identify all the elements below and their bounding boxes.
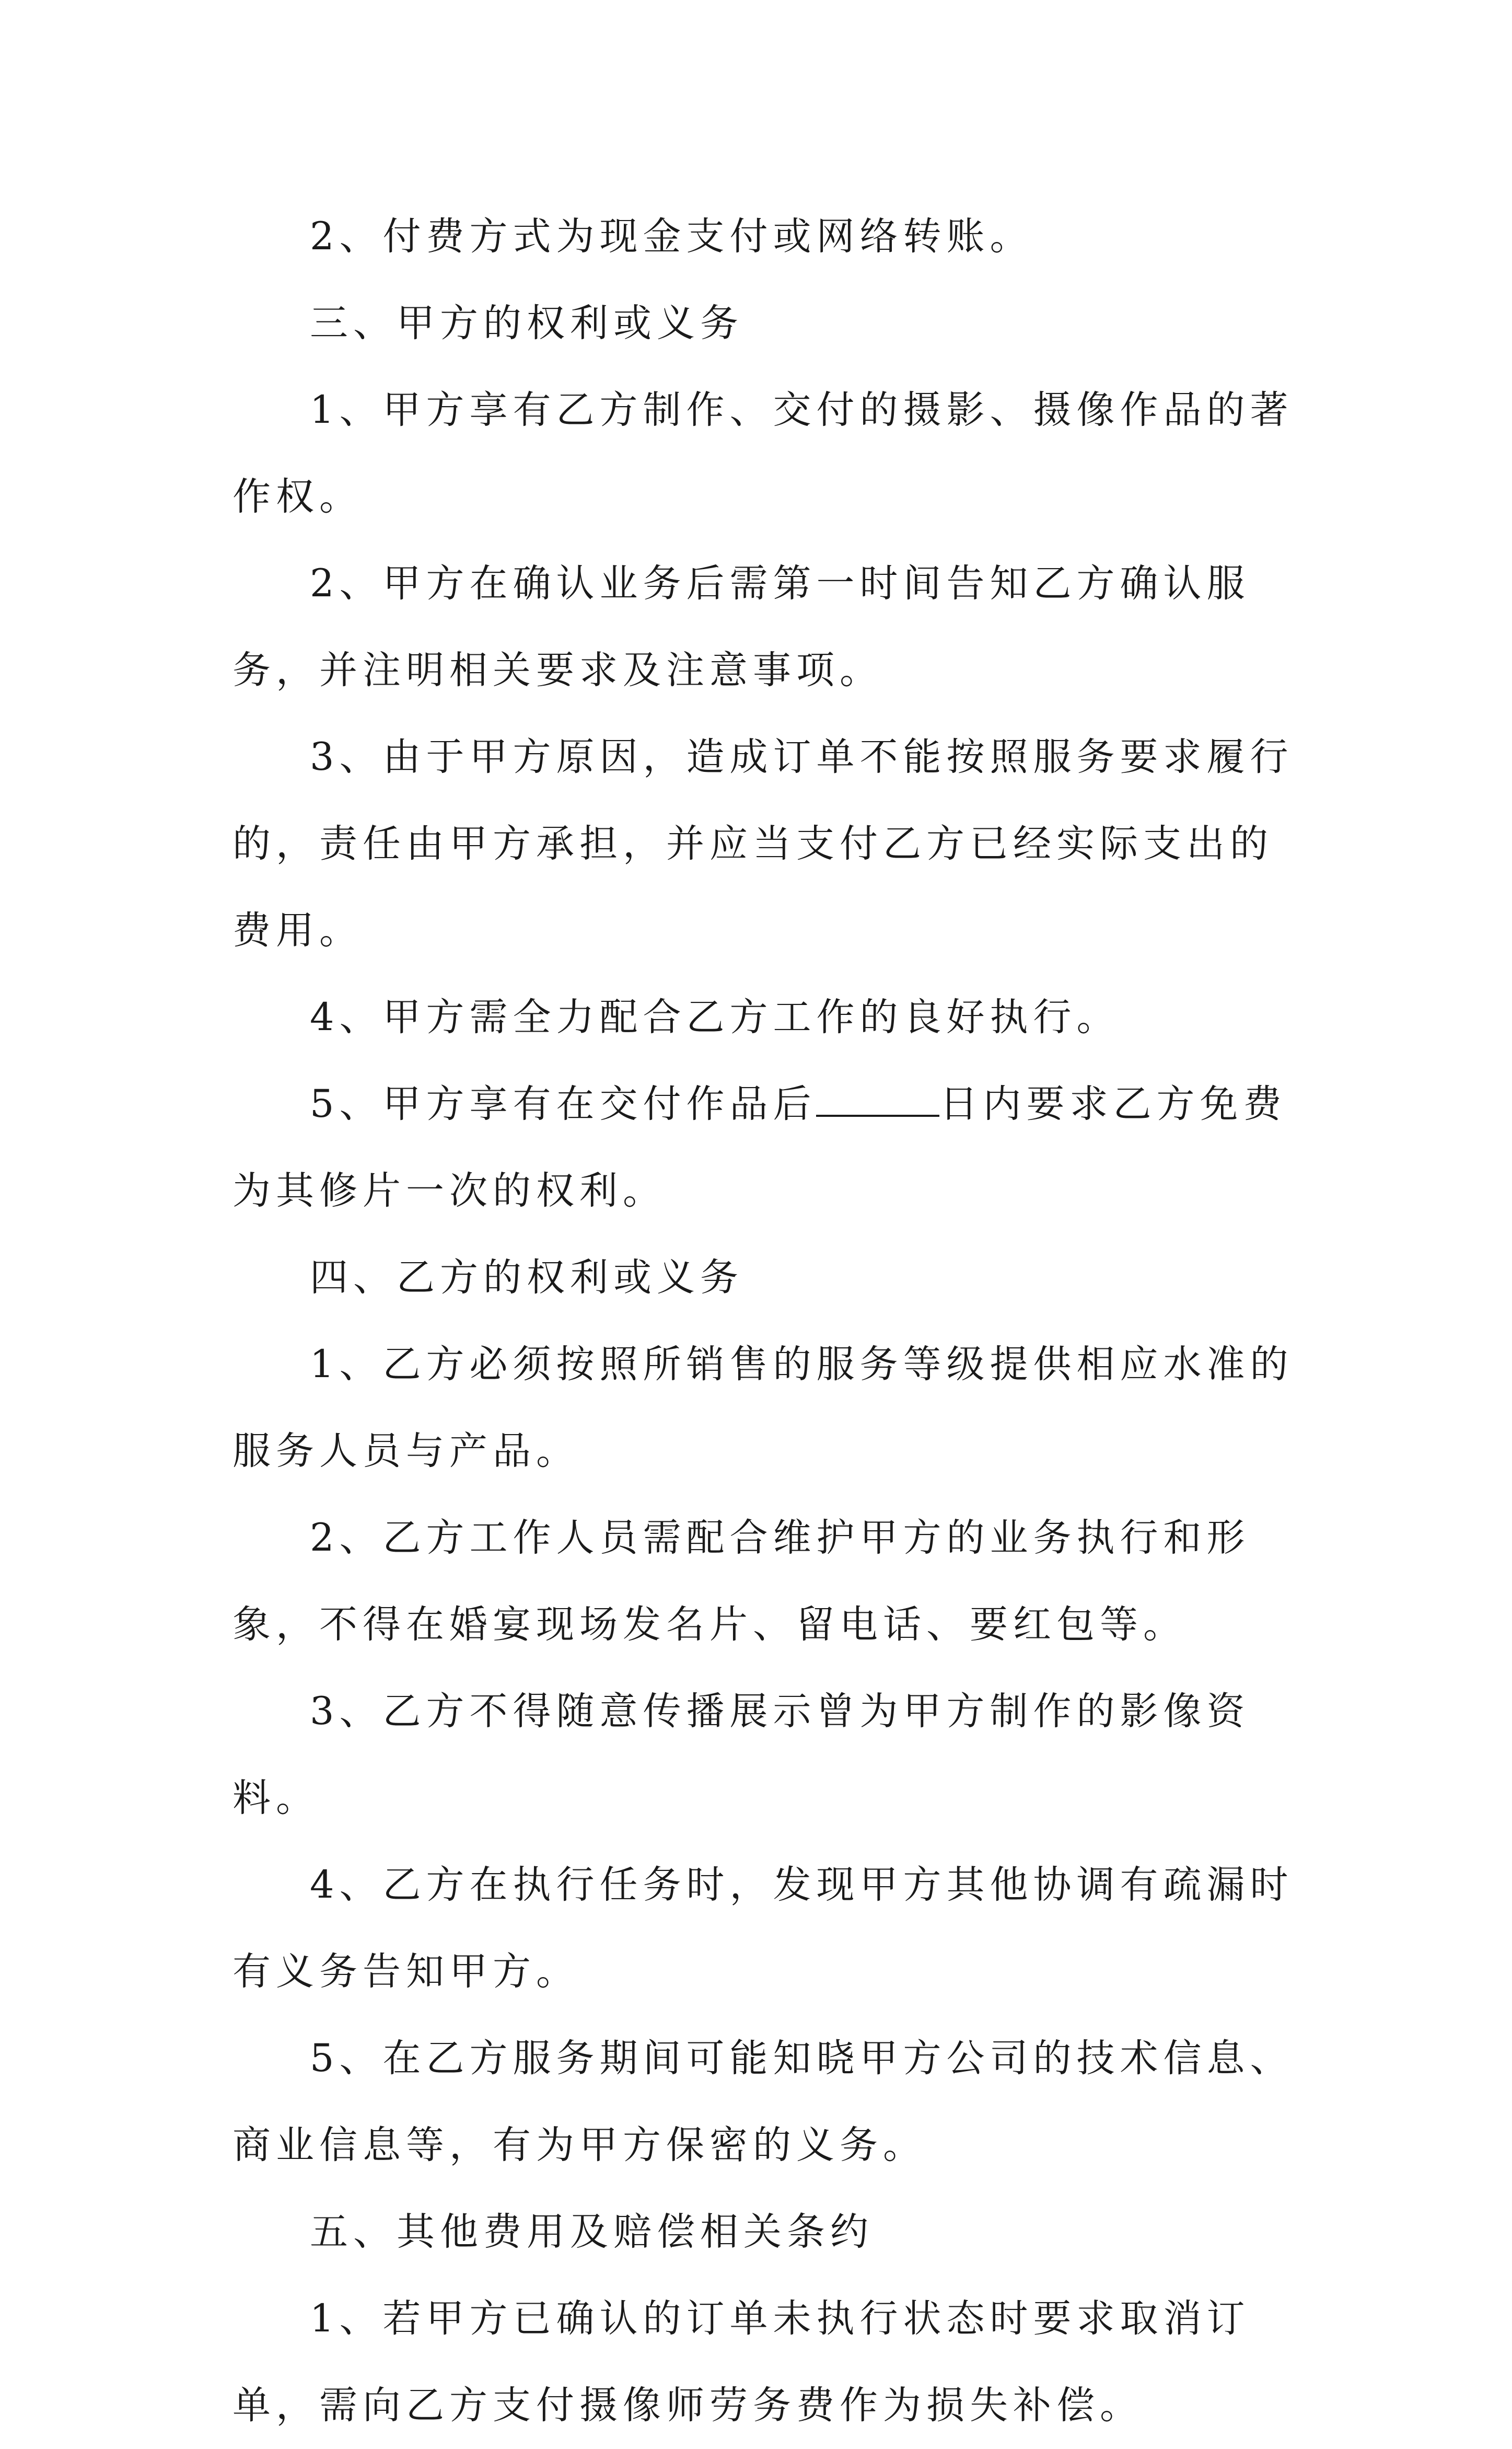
paragraph-a-1: 1、甲方享有乙方制作、交付的摄影、摄像作品的著作权。 [232, 388, 1294, 519]
paragraph-b-1: 1、乙方必须按照所销售的服务等级提供相应水准的服务人员与产品。 [232, 1342, 1294, 1473]
paragraph-a-5-before: 5、甲方享有在交付作品后 [310, 1082, 817, 1126]
paragraph-payment-method: 2、付费方式为现金支付或网络转账。 [310, 214, 1033, 259]
paragraph-c-1: 1、若甲方已确认的订单未执行状态时要求取消订单，需向乙方支付摄像师劳务费作为损失补偿。 [232, 2296, 1250, 2428]
paragraph-a-5 [232, 1061, 1298, 1234]
paragraph-b-5: 5、在乙方服务期间可能知晓甲方公司的技术信息、商业信息等，有为甲方保密的义务。 [232, 2036, 1294, 2167]
paragraph-b-4: 4、乙方在执行任务时，发现甲方其他协调有疏漏时有义务告知甲方。 [232, 1863, 1294, 1994]
paragraph-a-2: 2、甲方在确认业务后需第一时间告知乙方确认服务，并注明相关要求及注意事项。 [232, 561, 1250, 692]
section-heading-party-a-rights: 三、甲方的权利或义务 [310, 301, 743, 345]
fill-in-blank-days [816, 1083, 939, 1117]
paragraph-a-5-after: 日内要求乙方免费为其修片一次的权利。 [232, 1082, 1287, 1213]
section-heading-other-fees: 五、其他费用及赔偿相关条约 [310, 2210, 874, 2254]
document-body [232, 193, 1298, 2449]
section-heading-party-b-rights: 四、乙方的权利或义务 [310, 1255, 743, 1300]
paragraph-a-3: 3、由于甲方原因，造成订单不能按照服务要求履行的，责任由甲方承担，并应当支付乙方已经实际支出的费用。 [232, 735, 1294, 953]
paragraph-b-3: 3、乙方不得随意传播展示曾为甲方制作的影像资料。 [232, 1689, 1250, 1820]
paragraph-a-4: 4、甲方需全力配合乙方工作的良好执行。 [310, 995, 1120, 1039]
paragraph-b-2: 2、乙方工作人员需配合维护甲方的业务执行和形象，不得在婚宴现场发名片、留电话、要红包等。 [232, 1516, 1250, 1647]
